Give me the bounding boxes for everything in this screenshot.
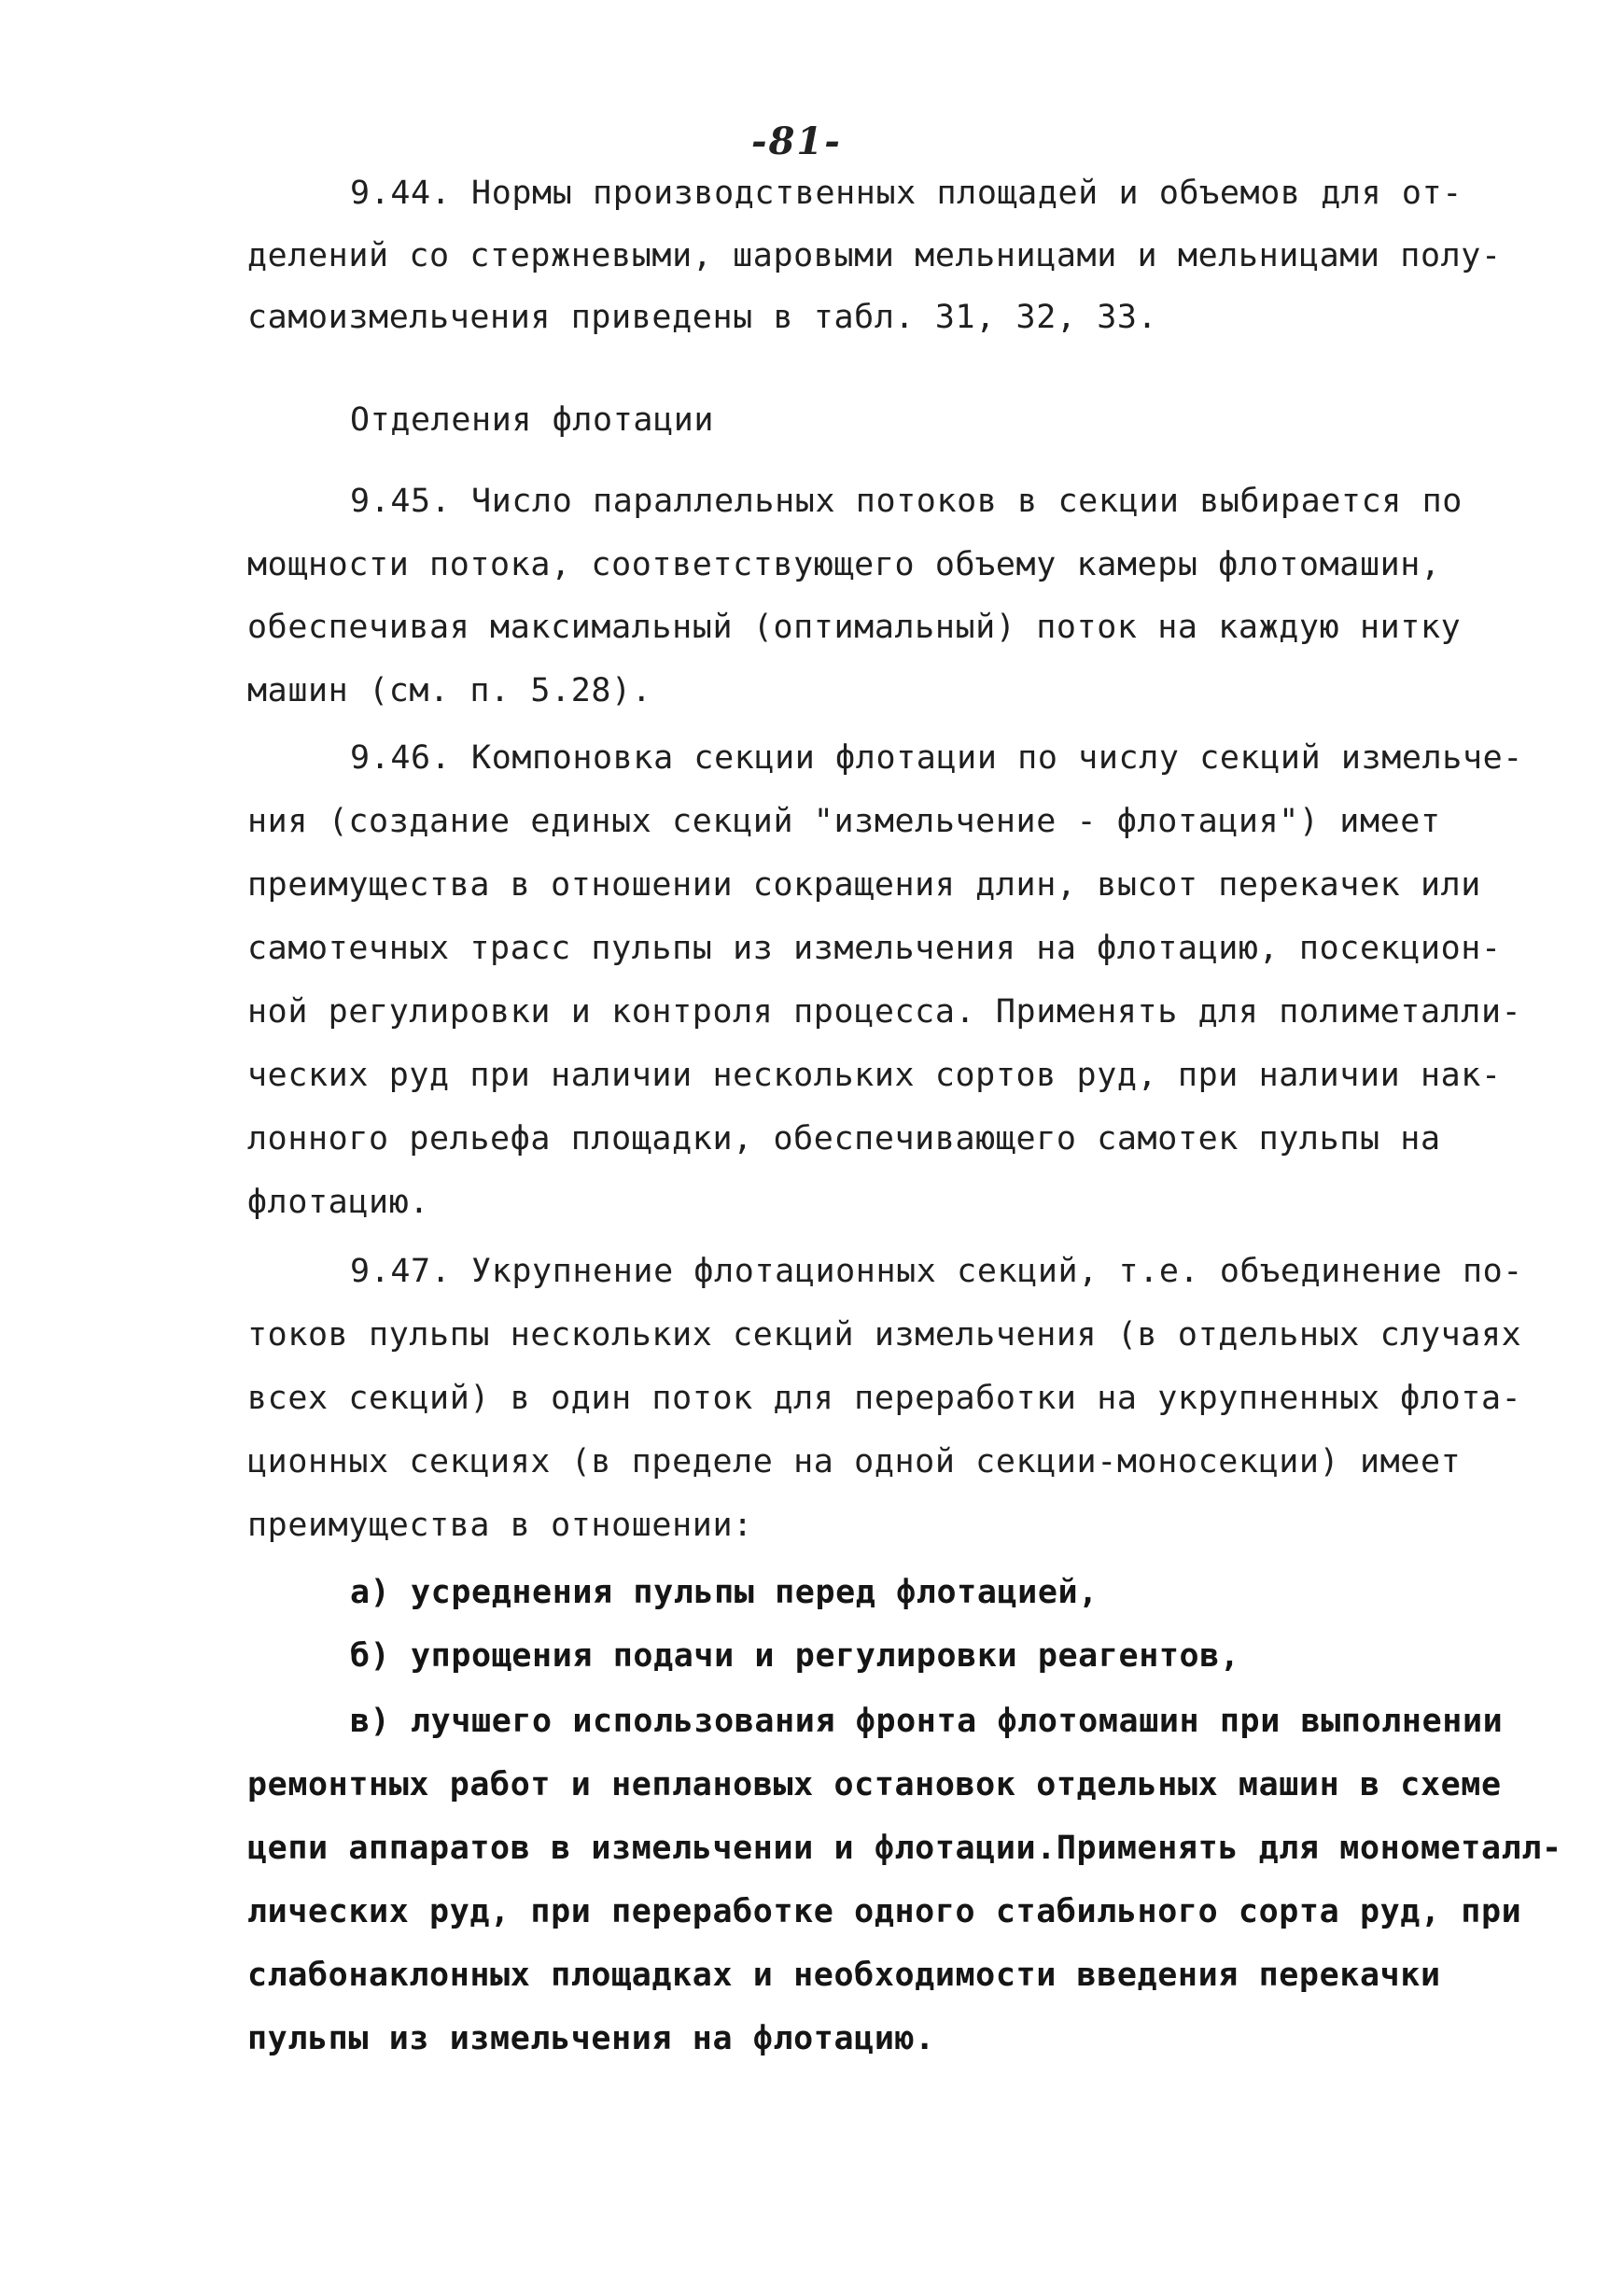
list-item-b: б) упрощения подачи и регулировки реагентов, [350, 1637, 1240, 1675]
paragraph-9-46-line-3: преимущества в отношении сокращения длин, высот перекачек или [247, 866, 1481, 904]
paragraph-9-47-line-5: преимущества в отношении: [247, 1507, 753, 1544]
paragraph-9-46-line-2: ния (создание единых секций "измельчение - флотация") имеет [247, 803, 1441, 840]
list-item-c-line-2: ремонтных работ и неплановых остановок отдельных машин в схеме [247, 1766, 1502, 1803]
paragraph-9-47-line-2: токов пульпы нескольких секций измельчения (в отдельных случаях [247, 1316, 1522, 1354]
list-item-c-line-1: в) лучшего использования фронта флотомашин при выполнении [350, 1703, 1504, 1740]
paragraph-9-45-line-4: машин (см. п. 5.28). [247, 672, 652, 709]
paragraph-9-44-line-2: делений со стержневыми, шаровыми мельницами и мельницами полу- [247, 237, 1502, 274]
page-number: -81- [751, 119, 842, 163]
list-item-c-line-4: лических руд, при переработке одного стабильного сорта руд, при [247, 1893, 1522, 1930]
list-item-c-line-3: цепи аппаратов в измельчении и флотации.Применять для монометалл- [247, 1830, 1562, 1867]
paragraph-9-44-line-3: самоизмельчения приведены в табл. 31, 32, 33. [247, 299, 1158, 336]
paragraph-9-46-line-4: самотечных трасс пульпы из измельчения на флотацию, посекцион- [247, 930, 1502, 967]
paragraph-9-45-line-3: обеспечивая максимальный (оптимальный) поток на каждую нитку [247, 609, 1462, 646]
paragraph-9-46-line-7: лонного рельефа площадки, обеспечивающего самотек пульпы на [247, 1120, 1441, 1158]
paragraph-9-45-line-2: мощности потока, соответствующего объему камеры флотомашин, [247, 546, 1441, 583]
paragraph-9-47-line-3: всех секций) в один поток для переработки на укрупненных флота- [247, 1380, 1522, 1417]
paragraph-9-46-line-6: ческих руд при наличии нескольких сортов руд, при наличии нак- [247, 1057, 1502, 1094]
list-item-c-line-6: пульпы из измельчения на флотацию. [247, 2020, 935, 2057]
paragraph-9-47-line-1: 9.47. Укрупнение флотационных секций, т.е. объединение по- [350, 1253, 1523, 1290]
list-item-c-line-5: слабонаклонных площадках и необходимости введения перекачки [247, 1957, 1441, 1994]
paragraph-9-45-line-1: 9.45. Число параллельных потоков в секции выбирается по [350, 483, 1463, 520]
section-heading-flotation: Отделения флотации [350, 401, 715, 439]
list-item-a: а) усреднения пульпы перед флотацией, [350, 1574, 1099, 1611]
paragraph-9-44-line-1: 9.44. Нормы производственных площадей и объемов для от- [350, 175, 1463, 212]
paragraph-9-46-line-1: 9.46. Компоновка секции флотации по числу секций измельче- [350, 739, 1523, 777]
paragraph-9-46-line-5: ной регулировки и контроля процесса. Применять для полиметалли- [247, 993, 1522, 1031]
paragraph-9-46-line-8: флотацию. [247, 1184, 430, 1221]
paragraph-9-47-line-4: ционных секциях (в пределе на одной секции-моносекции) имеет [247, 1443, 1462, 1480]
